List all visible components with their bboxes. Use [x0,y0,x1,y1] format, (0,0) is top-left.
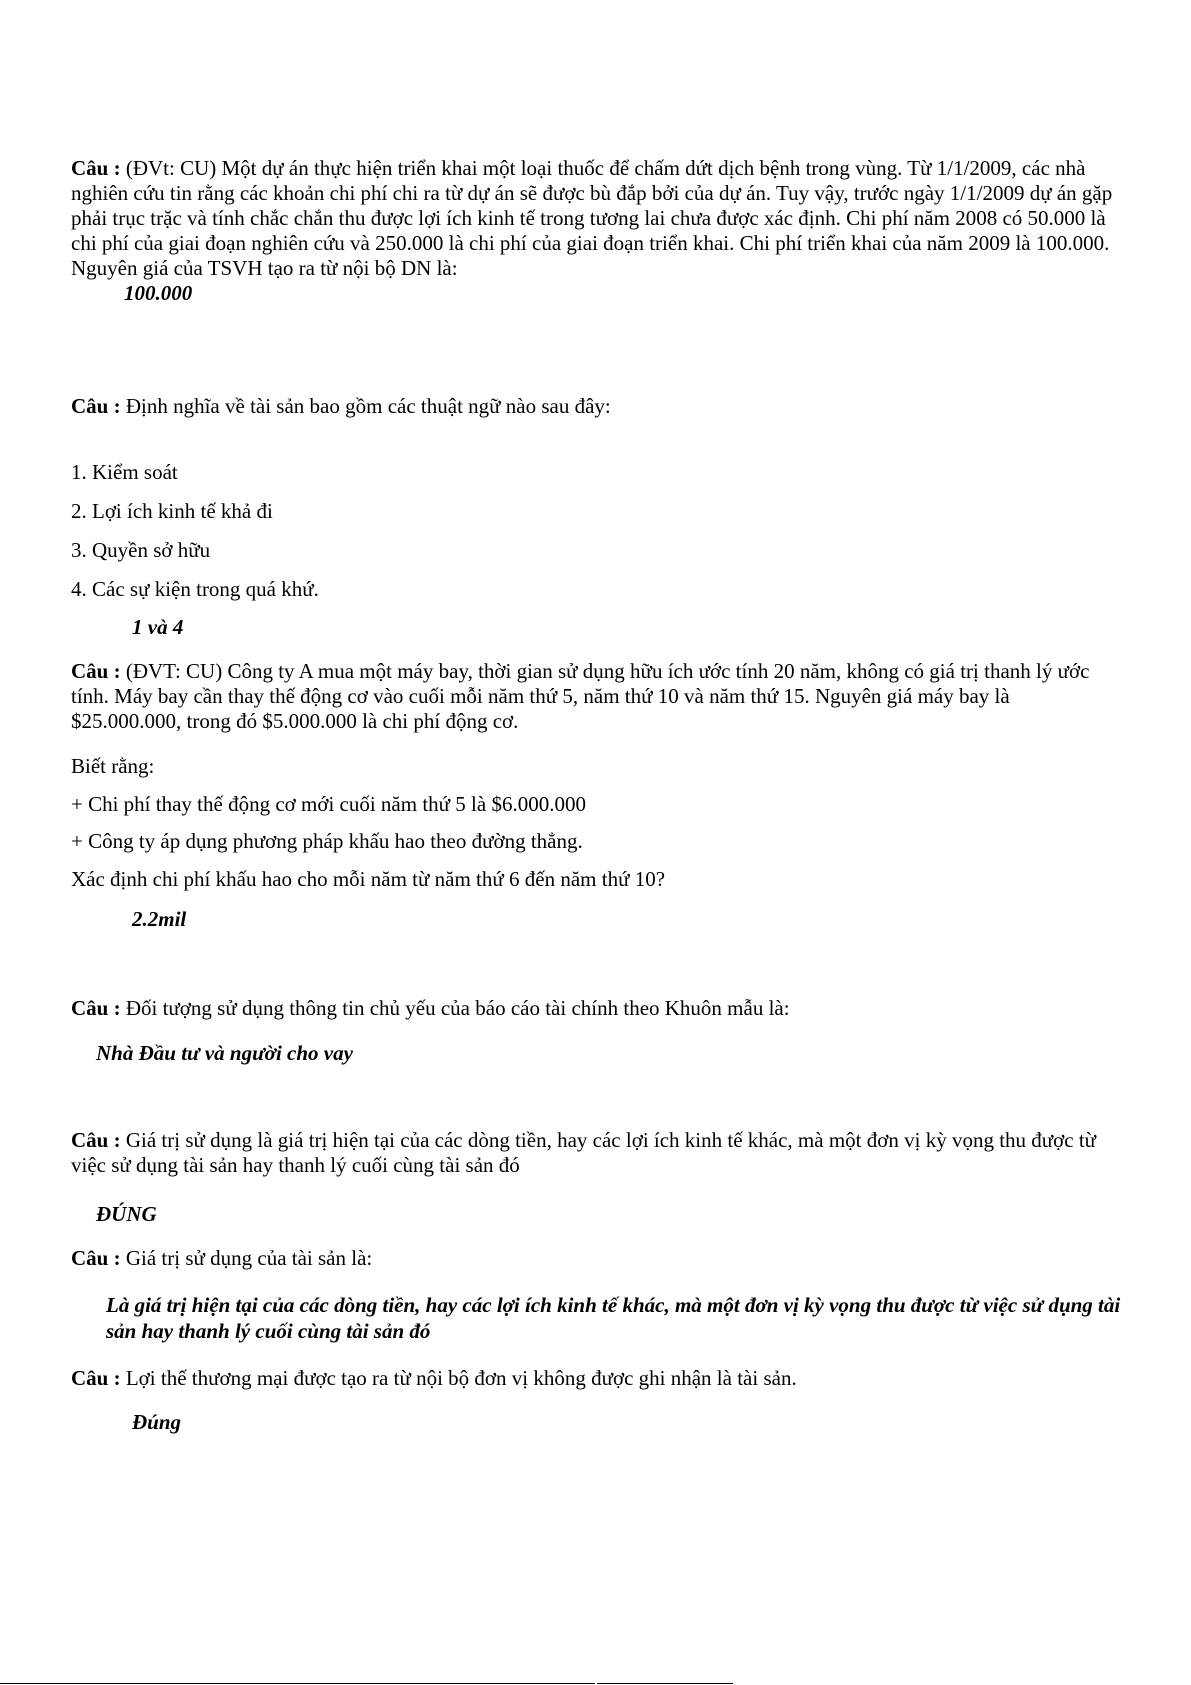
note-4: Xác định chi phí khấu hao cho mỗi năm từ năm thứ 6 đến năm thứ 10? [71,867,666,891]
option-3: 3. Quyền sở hữu [71,538,211,562]
question-label: Câu : [71,1366,121,1390]
answer-6: Là giá trị hiện tại của các dòng tiền, hay các lợi ích kinh tế khác, mà một đơn vị kỳ vọng thu được từ việc sử dụng tài sản hay thanh lý cuối cùng tài sản đó [106,1293,1121,1343]
answer-2: 1 và 4 [132,615,184,639]
footer-divider-right [597,1683,733,1684]
question-text: Giá trị sử dụng là giá trị hiện tại của các dòng tiền, hay các lợi ích kinh tế khác, mà một đơn vị kỳ vọng thu được từ việc sử dụng tài sản hay thanh lý cuối cùng tài sản đó [71,1128,1097,1177]
question-text: (ĐVT: CU) Công ty A mua một máy bay, thời gian sử dụng hữu ích ước tính 20 năm, không có giá trị thanh lý ước tính. Máy bay cần thay thế động cơ vào cuối mỗi năm thứ 5, năm thứ 10 và năm thứ 15. Nguyên giá máy bay là $25.000.000, trong đó $5.000.000 là chi phí động cơ. [71,659,1090,733]
question-label: Câu : [71,394,121,418]
question-7 [71,1366,797,1391]
question-label: Câu : [71,1246,121,1270]
question-6 [71,1246,372,1271]
footer-divider-left [0,1683,595,1684]
question-2 [71,394,611,419]
question-5 [71,1128,1121,1178]
question-text: Giá trị sử dụng của tài sản là: [120,1246,373,1270]
answer-3: 2.2mil [132,907,187,931]
question-text: Lợi thế thương mại được tạo ra từ nội bộ đơn vị không được ghi nhận là tài sản. [120,1366,797,1390]
question-1 [71,156,1121,281]
question-label: Câu : [71,1128,121,1152]
question-label: Câu : [71,156,121,180]
question-text: (ĐVt: CU) Một dự án thực hiện triển khai một loại thuốc để chấm dứt dịch bệnh trong vùng. Từ 1/1/2009, các nhà nghiên cứu tin rằng các khoản chi phí chi ra từ dự án sẽ được bù đắp bởi của dự án. Tuy vậy, trước ngày 1/1/2009 dự án gặp phải trục trặc và tính chắc chắn thu được lợi ích kinh tế trong tương lai chưa được xác định. Chi phí năm 2008 có 50.000 là chi phí của giai đoạn nghiên cứu và 250.000 là chi phí của giai đoạn triển khai. Chi phí triển khai của năm 2009 là 100.000. Nguyên giá của TSVH tạo ra từ nội bộ DN là: [71,156,1113,280]
note-3: + Công ty áp dụng phương pháp khấu hao theo đường thẳng. [71,829,583,853]
option-4: 4. Các sự kiện trong quá khứ. [71,577,319,601]
answer-4: Nhà Đầu tư và người cho vay [96,1041,353,1065]
answer-5: ĐÚNG [96,1202,157,1226]
option-1: 1. Kiểm soát [71,460,178,484]
question-4 [71,996,790,1021]
note-1: Biết rằng: [71,754,155,778]
option-2: 2. Lợi ích kinh tế khả đi [71,499,273,523]
note-2: + Chi phí thay thế động cơ mới cuối năm thứ 5 là $6.000.000 [71,792,586,816]
question-text: Định nghĩa về tài sản bao gồm các thuật ngữ nào sau đây: [120,394,611,418]
question-label: Câu : [71,659,121,683]
answer-7: Đúng [132,1410,182,1434]
answer-1: 100.000 [124,281,193,305]
question-label: Câu : [71,996,121,1020]
question-text: Đối tượng sử dụng thông tin chủ yếu của báo cáo tài chính theo Khuôn mẫu là: [120,996,790,1020]
question-3 [71,659,1121,734]
